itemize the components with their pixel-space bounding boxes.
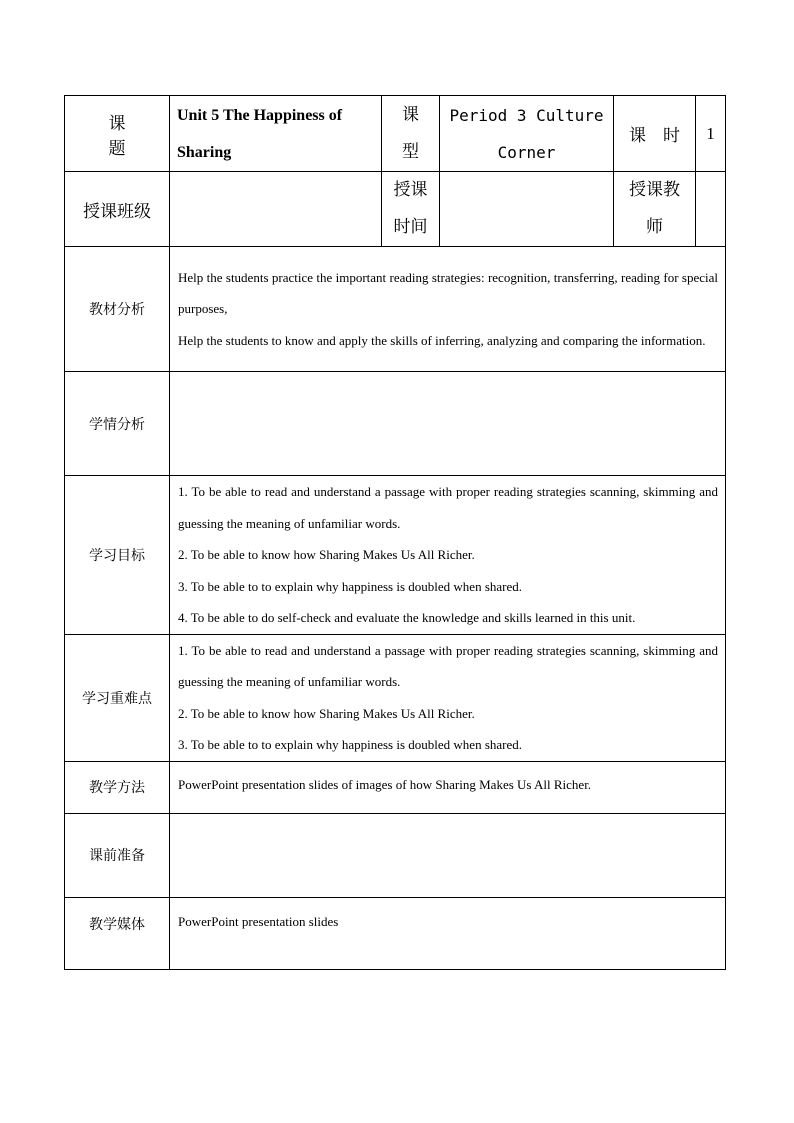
media-line: PowerPoint presentation slides <box>178 913 339 929</box>
type-label-text: 课型 <box>402 104 419 162</box>
key-point-item: 1. To be able to read and understand a passage with proper reading strategies scanning, skimming and guessing the meaning of unfamiliar words. <box>178 642 718 689</box>
topic-value: Unit 5 The Happiness of Sharing <box>170 96 382 172</box>
objective-item: 3. To be able to to explain why happiness is doubled when shared. <box>178 578 523 594</box>
material-label: 教材分析 <box>65 247 170 372</box>
material-content <box>170 247 726 372</box>
learner-label: 学情分析 <box>65 372 170 476</box>
hours-value: 1 <box>696 96 726 172</box>
media-content <box>170 897 726 969</box>
row-objectives <box>65 476 726 635</box>
key-points-content <box>170 634 726 761</box>
material-line: Help the students to know and apply the skills of inferring, analyzing and comparing the information. <box>178 332 706 348</box>
row-media <box>65 897 726 969</box>
row-learner <box>65 372 726 476</box>
key-point-item: 3. To be able to to explain why happiness is doubled when shared. <box>178 737 523 752</box>
row-key-points <box>65 634 726 761</box>
method-label: 教学方法 <box>65 761 170 813</box>
key-points-label: 学习重难点 <box>65 634 170 761</box>
preparation-label: 课前准备 <box>65 813 170 897</box>
class-value <box>170 172 382 247</box>
header-row-class <box>65 172 726 247</box>
key-point-item: 2. To be able to know how Sharing Makes Us All Richer. <box>178 705 475 721</box>
material-line: Help the students practice the important reading strategies: recognition, transferring, reading for special purposes, <box>178 269 718 317</box>
row-material <box>65 247 726 372</box>
teacher-label-text: 授课教师 <box>629 180 680 237</box>
time-label-text: 授课时间 <box>393 180 428 237</box>
hours-label: 课 时 <box>614 96 696 172</box>
teacher-label <box>614 172 696 247</box>
media-label: 教学媒体 <box>65 897 170 969</box>
topic-label: 课 题 <box>65 96 170 172</box>
class-label: 授课班级 <box>65 172 170 247</box>
method-content <box>170 761 726 813</box>
lesson-plan-table <box>64 95 726 970</box>
time-value <box>440 172 614 247</box>
teacher-value <box>696 172 726 247</box>
type-value <box>440 96 614 172</box>
learner-content <box>170 372 726 476</box>
header-row-topic <box>65 96 726 172</box>
objective-item: 2. To be able to know how Sharing Makes Us All Richer. <box>178 547 475 562</box>
row-method <box>65 761 726 813</box>
preparation-content <box>170 813 726 897</box>
time-label <box>382 172 440 247</box>
objective-item: 4. To be able to do self-check and evaluate the knowledge and skills learned in this unit. <box>178 610 636 625</box>
objectives-content <box>170 476 726 635</box>
type-value-text: Period 3 Culture Corner <box>449 105 604 162</box>
objectives-label: 学习目标 <box>65 476 170 635</box>
type-label <box>382 96 440 172</box>
objective-item: 1. To be able to read and understand a passage with proper reading strategies scanning, skimming and guessing the meaning of unfamiliar words. <box>178 484 718 531</box>
method-line: PowerPoint presentation slides of images of how Sharing Makes Us All Richer. <box>178 776 592 792</box>
row-preparation <box>65 813 726 897</box>
